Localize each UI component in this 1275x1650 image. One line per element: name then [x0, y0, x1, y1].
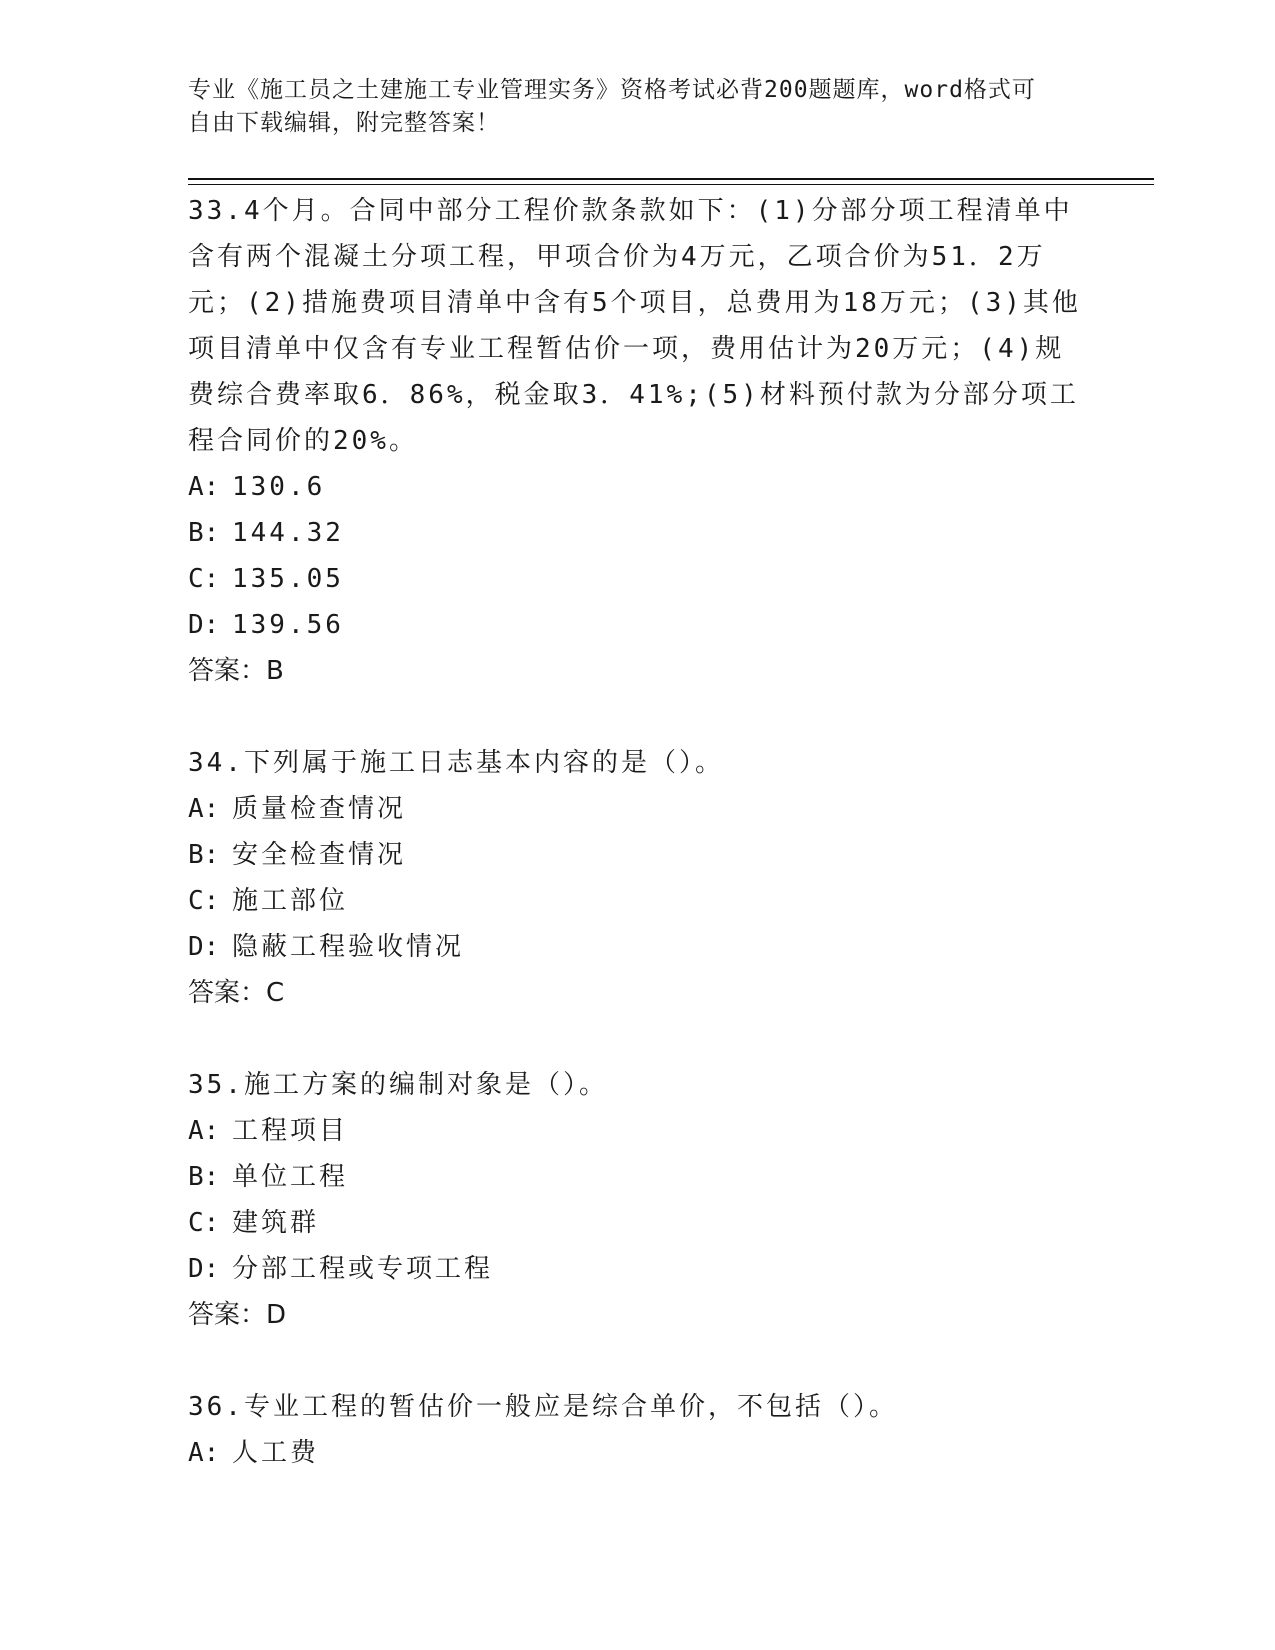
option-b [188, 510, 1088, 556]
option-c [188, 1200, 1088, 1246]
option-key: C: [188, 564, 220, 594]
option-key: A: [188, 1438, 220, 1468]
question-33 [188, 188, 1088, 694]
option-value: 建筑群 [232, 1208, 320, 1238]
option-value: 144.32 [232, 518, 344, 548]
answer: 答案：B [188, 656, 284, 686]
option-a [188, 786, 1088, 832]
header-line-1: 专业《施工员之土建施工专业管理实务》资格考试必背200题题库，word格式可 [188, 77, 1036, 103]
option-b [188, 832, 1088, 878]
option-key: A: [188, 794, 220, 824]
question-36 [188, 1384, 1088, 1476]
option-d [188, 924, 1088, 970]
option-d [188, 1246, 1088, 1292]
option-key: B: [188, 518, 220, 548]
question-text: 35.施工方案的编制对象是（）。 [188, 1070, 608, 1100]
option-key: A: [188, 1116, 220, 1146]
option-a [188, 1430, 1088, 1476]
option-value: 工程项目 [232, 1116, 349, 1146]
option-key: B: [188, 840, 220, 870]
answer: 答案：C [188, 978, 285, 1008]
option-key: A: [188, 472, 220, 502]
option-key: D: [188, 932, 220, 962]
question-text: 33.4个月。合同中部分工程价款条款如下：(1)分部分项工程清单中含有两个混凝土分项工程，甲项合价为4万元，乙项合价为51．2万元；(2)措施费项目清单中含有5个项目，总费用为18万元；(3)其他项目清单中仅含有专业工程暂估价一项，费用估计为20万元；(4)规费综合费率取6．86%，税金取3．41%;(5)材料预付款为分部分项工程合同价的20%。 [188, 196, 1081, 456]
header-line-2: 自由下载编辑，附完整答案！ [188, 110, 500, 136]
header-rule-thin [188, 184, 1154, 185]
option-key: D: [188, 610, 220, 640]
option-key: C: [188, 1208, 220, 1238]
answer: 答案：D [188, 1300, 287, 1330]
option-c [188, 556, 1088, 602]
question-text: 36.专业工程的暂估价一般应是综合单价，不包括（）。 [188, 1392, 898, 1422]
option-value: 130.6 [232, 472, 326, 502]
question-list [188, 188, 1088, 1522]
option-value: 隐蔽工程验收情况 [232, 932, 465, 962]
header-rule-thick [188, 178, 1154, 180]
option-value: 139.56 [232, 610, 344, 640]
option-key: D: [188, 1254, 220, 1284]
question-35 [188, 1062, 1088, 1338]
option-value: 分部工程或专项工程 [232, 1254, 494, 1284]
question-text: 34.下列属于施工日志基本内容的是（）。 [188, 748, 724, 778]
option-key: B: [188, 1162, 220, 1192]
option-value: 安全检查情况 [232, 840, 407, 870]
option-b [188, 1154, 1088, 1200]
option-value: 135.05 [232, 564, 344, 594]
document-header [188, 74, 1088, 140]
option-a [188, 1108, 1088, 1154]
question-34 [188, 740, 1088, 1016]
option-value: 质量检查情况 [232, 794, 407, 824]
option-value: 单位工程 [232, 1162, 349, 1192]
option-d [188, 602, 1088, 648]
option-a [188, 464, 1088, 510]
option-key: C: [188, 886, 220, 916]
option-c [188, 878, 1088, 924]
option-value: 施工部位 [232, 886, 349, 916]
option-value: 人工费 [232, 1438, 320, 1468]
